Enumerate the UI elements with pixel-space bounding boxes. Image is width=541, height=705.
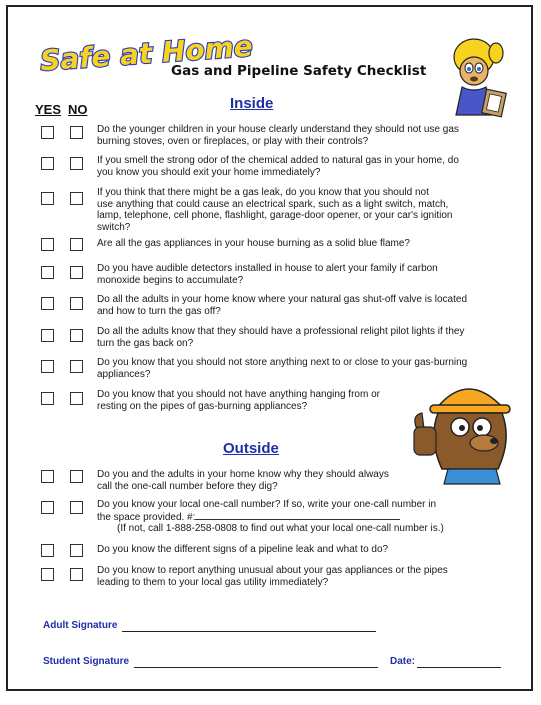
student-signature-label: Student Signature <box>43 656 130 667</box>
question-text: Do all the adults in your home know where your natural gas shut-off valve is located and how to turn the gas off? <box>97 294 468 317</box>
yes-checkbox[interactable] <box>41 329 54 342</box>
question-text: If you think that there might be a gas leak, do you know that you should not use anything that could cause an electrical spark, such as a light switch, match, lamp, telephone, cell phone, flashlight, garage-door opener, or your car's ignition switch? <box>97 187 453 233</box>
yes-checkbox[interactable] <box>41 126 54 139</box>
student-signature-line[interactable] <box>134 667 378 668</box>
no-checkbox[interactable] <box>70 392 83 405</box>
no-column-header: NO <box>68 102 88 117</box>
yes-checkbox[interactable] <box>41 392 54 405</box>
adult-signature-line[interactable] <box>122 631 376 632</box>
yes-checkbox[interactable] <box>41 470 54 483</box>
question-text: Do you know that you should not have anything hanging from or resting on the pipes of gas-burning appliances? <box>97 389 380 412</box>
question-text: Do the younger children in your house clearly understand they should not use gas burning stoves, oven or fireplaces, or play with their controls? <box>97 124 459 147</box>
svg-text:Safe at Home: Safe at Home <box>39 29 254 78</box>
question-text: Do you know your local one-call number? If so, write your one-call number in the space provided. #: (If not, call 1-888-258-0808 to find out what your local one-call number is.) <box>97 499 444 535</box>
outside-heading: Outside <box>223 440 279 457</box>
no-checkbox[interactable] <box>70 544 83 557</box>
yes-checkbox[interactable] <box>41 266 54 279</box>
no-checkbox[interactable] <box>70 126 83 139</box>
question-text: Do you know that you should not store anything next to or close to your gas-burning appliances? <box>97 357 468 380</box>
no-checkbox[interactable] <box>70 157 83 170</box>
date-line[interactable] <box>417 667 501 668</box>
question-text: Do you have audible detectors installed in house to alert your family if carbon monoxide begins to accumulate? <box>97 263 438 286</box>
question-text: Do you know the different signs of a pipeline leak and what to do? <box>97 544 389 555</box>
yes-checkbox[interactable] <box>41 568 54 581</box>
question-text: Do you know to report anything unusual about your gas appliances or the pipes leading to them to your local gas utility immediately? <box>97 565 448 588</box>
yes-checkbox[interactable] <box>41 360 54 373</box>
adult-signature-label: Adult Signature <box>43 620 118 631</box>
date-label: Date: <box>390 656 416 667</box>
yes-checkbox[interactable] <box>41 238 54 251</box>
no-checkbox[interactable] <box>70 266 83 279</box>
question-text: If you smell the strong odor of the chemical added to natural gas in your home, do you know you should exit your home immediately? <box>97 155 459 178</box>
question-text: Are all the gas appliances in your house burning as a solid blue flame? <box>97 238 410 249</box>
no-checkbox[interactable] <box>70 501 83 514</box>
no-checkbox[interactable] <box>70 297 83 310</box>
one-call-number-field[interactable] <box>195 511 400 520</box>
question-text: Do you and the adults in your home know why they should always call the one-call number before they dig? <box>97 469 389 492</box>
yes-checkbox[interactable] <box>41 192 54 205</box>
checklist-page <box>6 5 533 691</box>
dog-mascot-icon <box>408 369 523 484</box>
no-checkbox[interactable] <box>70 192 83 205</box>
yes-checkbox[interactable] <box>41 501 54 514</box>
yes-checkbox[interactable] <box>41 544 54 557</box>
girl-mascot-icon <box>438 35 516 119</box>
question-text: Do all the adults know that they should have a professional relight pilot lights if they turn the gas back on? <box>97 326 465 349</box>
yes-column-header: YES <box>35 102 62 117</box>
inside-heading: Inside <box>230 95 274 112</box>
yes-checkbox[interactable] <box>41 297 54 310</box>
no-checkbox[interactable] <box>70 470 83 483</box>
no-checkbox[interactable] <box>70 329 83 342</box>
page-subtitle: Gas and Pipeline Safety Checklist <box>171 63 427 79</box>
no-checkbox[interactable] <box>70 238 83 251</box>
no-checkbox[interactable] <box>70 360 83 373</box>
no-checkbox[interactable] <box>70 568 83 581</box>
yes-checkbox[interactable] <box>41 157 54 170</box>
